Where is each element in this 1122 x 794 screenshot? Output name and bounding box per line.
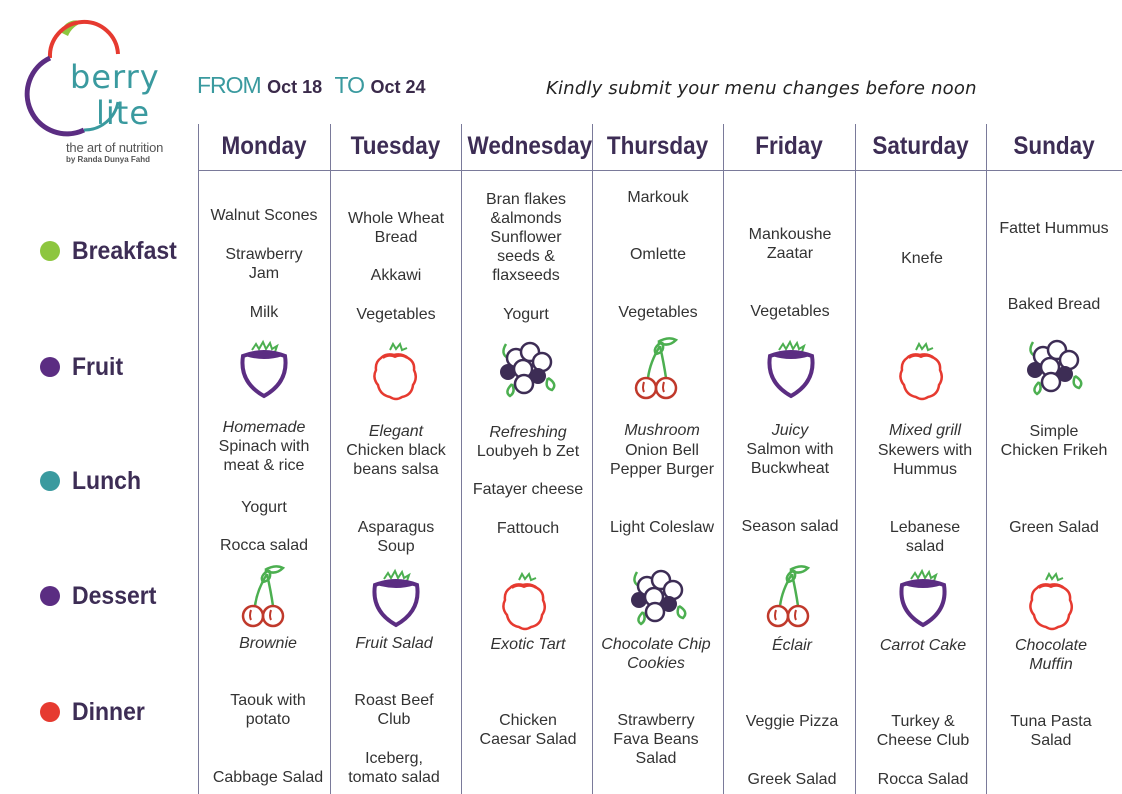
tuesday-breakfast-3: Vegetables: [356, 306, 436, 323]
friday-breakfast-2: Vegetables: [750, 303, 830, 320]
wednesday-lunch-2: Fatayer cheese: [472, 481, 584, 498]
cherry-icon: [229, 560, 299, 630]
wednesday-breakfast-2: Yogurt: [503, 306, 549, 323]
monday-lunch-adjective: Homemade: [222, 419, 306, 436]
monday-breakfast-3: Milk: [249, 304, 279, 321]
tuesday-breakfast-1: Whole Wheat Bread: [347, 210, 445, 246]
sunday-lunch-2: Green Salad: [1009, 519, 1099, 536]
lunch-dot: [40, 471, 60, 491]
wednesday-breakfast-1: Bran flakes &almonds Sunflower seeds & flaxseeds: [485, 191, 567, 284]
blueberry-icon: [492, 334, 562, 404]
monday-dinner-2: Cabbage Salad: [212, 769, 324, 786]
wednesday-dessert: Exotic Tart: [490, 636, 566, 653]
grid-divider: [592, 124, 593, 794]
sunday-breakfast-2: Baked Bread: [1007, 296, 1101, 313]
day-header-monday: Monday: [221, 132, 307, 160]
meal-row-fruit: [40, 352, 128, 382]
blackberry-icon: [756, 336, 826, 406]
to-label: TO: [334, 72, 365, 98]
thursday-lunch-adjective: Mushroom: [624, 422, 700, 439]
thursday-lunch-2: Light Coleslaw: [609, 519, 715, 536]
day-header-thursday: Thursday: [606, 132, 709, 160]
day-header-saturday: Saturday: [872, 132, 969, 160]
sunday-lunch-1: Simple Chicken Frikeh: [1000, 423, 1108, 459]
cherry-icon: [754, 560, 824, 630]
monday-breakfast-2: Strawberry Jam: [225, 246, 303, 282]
wednesday-lunch-adjective: Refreshing: [489, 424, 567, 441]
tuesday-dinner-2: Iceberg, tomato salad: [348, 750, 440, 786]
friday-breakfast-1: Mankoushe Zaatar: [748, 226, 832, 262]
saturday-lunch-1: Skewers with Hummus: [877, 442, 973, 478]
tuesday-lunch-adjective: Elegant: [368, 423, 424, 440]
blackberry-icon: [229, 336, 299, 406]
sunday-breakfast-1: Fattet Hummus: [999, 220, 1109, 237]
grid-divider: [198, 124, 199, 794]
monday-lunch-1: Spinach with meat & rice: [218, 438, 310, 474]
tuesday-dessert: Fruit Salad: [355, 635, 433, 652]
tuesday-lunch-2: Asparagus Soup: [357, 519, 435, 555]
day-header-wednesday: Wednesday: [467, 132, 593, 160]
saturday-dinner-1: Turkey & Cheese Club: [876, 713, 970, 749]
to-date: Oct 24: [370, 77, 426, 97]
sunday-dessert: Chocolate Muffin: [1014, 637, 1088, 673]
sunday-dinner-1: Tuna Pasta Salad: [1010, 713, 1092, 749]
blackberry-icon: [361, 565, 431, 635]
monday-lunch-3: Rocca salad: [219, 537, 309, 554]
from-date: Oct 18: [267, 77, 323, 97]
cherry-icon: [622, 332, 692, 402]
friday-dinner-1: Veggie Pizza: [745, 713, 839, 730]
meal-label-dinner: Dinner: [72, 697, 145, 726]
meal-row-dinner: [40, 697, 151, 727]
friday-lunch-1: Salmon with Buckwheat: [746, 441, 834, 477]
monday-breakfast-1: Walnut Scones: [210, 207, 318, 224]
tuesday-breakfast-2: Akkawi: [370, 267, 422, 284]
saturday-lunch-adjective: Mixed grill: [888, 422, 961, 439]
saturday-dessert: Carrot Cake: [879, 637, 967, 654]
friday-lunch-adjective: Juicy: [771, 422, 809, 439]
wednesday-dinner-1: Chicken Caesar Salad: [479, 712, 577, 748]
tuesday-dinner-1: Roast Beef Club: [354, 692, 434, 728]
blueberry-icon: [623, 562, 693, 632]
thursday-dinner-1: Strawberry Fava Beans Salad: [613, 712, 699, 767]
friday-dessert: Éclair: [771, 637, 812, 654]
brand-name-line2: lite: [96, 94, 151, 132]
raspberry-icon: [887, 336, 957, 406]
blackberry-icon: [888, 565, 958, 635]
saturday-lunch-2: Lebanese salad: [889, 519, 961, 555]
brand-name-line1: berry: [70, 58, 160, 96]
notice-text: Kindly submit your menu changes before noon: [546, 78, 977, 99]
friday-dinner-2: Greek Salad: [747, 771, 837, 788]
thursday-breakfast-3: Vegetables: [618, 304, 698, 321]
thursday-breakfast-2: Omlette: [629, 246, 686, 263]
thursday-breakfast-1: Markouk: [627, 189, 689, 206]
saturday-dinner-2: Rocca Salad: [877, 771, 969, 788]
brand-byline: by Randa Dunya Fahd: [66, 155, 151, 164]
thursday-lunch-1: Onion Bell Pepper Burger: [609, 442, 715, 478]
monday-dessert: Brownie: [239, 635, 297, 652]
dessert-dot: [40, 586, 60, 606]
meal-label-breakfast: Breakfast: [72, 236, 177, 265]
meal-label-fruit: Fruit: [72, 352, 124, 381]
brand-tagline: the art of nutrition: [66, 140, 164, 155]
monday-lunch-2: Yogurt: [241, 499, 287, 516]
meal-row-breakfast: [40, 236, 186, 266]
grid-divider: [330, 124, 331, 794]
grid-divider: [461, 124, 462, 794]
blueberry-icon: [1019, 332, 1089, 402]
raspberry-icon: [1017, 566, 1087, 636]
friday-lunch-2: Season salad: [741, 518, 839, 535]
fruit-dot: [40, 357, 60, 377]
breakfast-dot: [40, 241, 60, 261]
meal-label-dessert: Dessert: [72, 581, 157, 610]
raspberry-icon: [361, 336, 431, 406]
date-range: [197, 72, 425, 99]
meal-row-lunch: [40, 466, 147, 496]
day-header-friday: Friday: [755, 132, 823, 160]
tuesday-lunch-1: Chicken black beans salsa: [346, 442, 446, 478]
wednesday-lunch-1: Loubyeh b Zet: [476, 443, 580, 460]
meal-label-lunch: Lunch: [72, 466, 141, 495]
dinner-dot: [40, 702, 60, 722]
wednesday-lunch-3: Fattouch: [496, 520, 560, 537]
day-header-tuesday: Tuesday: [350, 132, 441, 160]
meal-row-dessert: [40, 581, 164, 611]
monday-dinner-1: Taouk with potato: [230, 692, 306, 728]
saturday-breakfast-1: Knefe: [901, 250, 943, 267]
grid-divider: [855, 124, 856, 794]
header-divider: [198, 170, 1122, 171]
day-header-sunday: Sunday: [1013, 132, 1095, 160]
raspberry-icon: [490, 566, 560, 636]
from-label: FROM: [197, 72, 261, 98]
thursday-dessert: Chocolate Chip Cookies: [601, 636, 711, 672]
